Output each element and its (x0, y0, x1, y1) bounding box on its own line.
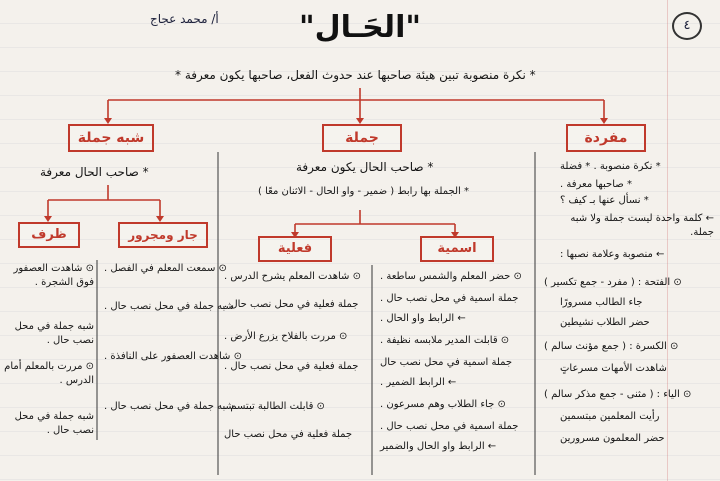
mufrada-point-11: ⊙ الياء : ( مثنى - جمع مذكر سالم ) (544, 389, 692, 400)
box-shibh-jumla: شبه جملة (68, 124, 154, 152)
box-mufrada: مفردة (566, 124, 646, 152)
mufrada-point-7: جاء الطالب مسرورًا (560, 297, 643, 308)
shibh-owner-note: * صاحب الحال معرفة (40, 165, 149, 179)
ismiya-point-2: جملة اسمية في محل نصب حال . (380, 293, 519, 304)
mufrada-point-1: * نكرة منصوبة . * فضلة (560, 161, 661, 172)
mufrada-point-13: حضر المعلمون مسرورين (560, 433, 665, 444)
ismiya-point-8: جملة اسمية في محل نصب حال . (380, 421, 519, 432)
ismiya-point-4: ⊙ قابلت المدير ملابسه نظيفة . (380, 335, 510, 346)
zarf-point-4: شبه جملة في محل نصب حال . (14, 411, 94, 436)
filiya-point-1: ⊙ شاهدت المعلم يشرح الدرس . (224, 271, 361, 282)
mufrada-point-12: رأيت المعلمين مبتسمين (560, 411, 660, 422)
jar-point-1: ⊙ سمعت المعلم في الفصل . (104, 263, 227, 274)
mufrada-point-3: * نسأل عنها بـ كيف ؟ (560, 195, 649, 206)
definition-text: * نكرة منصوبة تبين هيئة صاحبها عند حدوث الفعل، صاحبها يكون معرفة * (175, 68, 536, 82)
jumla-owner-note: * صاحب الحال يكون معرفة (296, 160, 434, 174)
author-name: أ/ محمد عجاج (150, 12, 219, 26)
filiya-point-3: ⊙ مررت بالفلاح يزرع الأرض . (224, 331, 348, 342)
mufrada-point-4: ← كلمة واحدة ليست جملة ولا شبه جملة. (570, 213, 714, 238)
mufrada-point-6: ⊙ الفتحة : ( مفرد - جمع تكسير ) (544, 277, 682, 288)
page-title: "الحَـال" (299, 10, 421, 45)
jar-point-4: شبه جملة في محل نصب حال . (104, 401, 234, 412)
box-ismiya: اسمية (420, 236, 494, 262)
jumla-linker-note: * الجملة بها رابط ( ضمير - واو الحال - الاثنان معًا ) (258, 186, 469, 197)
zarf-point-2: شبه جملة في محل نصب حال . (14, 321, 94, 346)
ismiya-point-7: ⊙ جاء الطلاب وهم مسرعون . (380, 399, 506, 410)
filiya-point-2: جملة فعلية في محل نصب حال . (224, 299, 359, 310)
filiya-point-4: جملة فعلية في محل نصب حال . (224, 361, 359, 372)
box-jumla: جملة (322, 124, 402, 152)
ismiya-point-3: ← الرابط واو الحال . (380, 313, 466, 324)
jar-point-2: شبه جملة في محل نصب حال . (104, 301, 234, 312)
box-jar-majrur: جار ومجرور (118, 222, 208, 248)
mufrada-point-9: ⊙ الكسرة : ( جمع مؤنث سالم ) (544, 341, 679, 352)
jar-point-3: ⊙ شاهدت العصفور على النافذة . (104, 351, 242, 362)
filiya-point-6: جملة فعلية في محل نصب حال (224, 429, 353, 440)
mufrada-point-10: شاهدت الأمهات مسرعاتٍ (560, 363, 667, 374)
zarf-point-1: ⊙ شاهدت العصفور فوق الشجرة . (13, 263, 94, 288)
ismiya-point-9: ← الرابط واو الحال والضمير (380, 441, 497, 452)
mufrada-point-8: حضر الطلاب نشيطين (560, 317, 650, 328)
filiya-point-5: ⊙ قابلت الطالبة تبتسم . (224, 401, 325, 412)
ismiya-point-6: ← الرابط الضمير . (380, 377, 457, 388)
box-filiya: فعلية (258, 236, 332, 262)
ismiya-point-5: جملة اسمية في محل نصب حال (380, 357, 513, 368)
page-number-badge: ٤ (672, 12, 702, 40)
mufrada-point-5: ← منصوبة وعلامة نصبها : (560, 249, 665, 260)
ismiya-point-1: ⊙ حضر المعلم والشمس ساطعة . (380, 271, 522, 282)
box-zarf: ظرف (18, 222, 80, 248)
zarf-point-3: ⊙ مررت بالمعلم أمام الدرس . (4, 361, 94, 386)
mufrada-point-2: * صاحبها معرفة . (560, 179, 632, 190)
